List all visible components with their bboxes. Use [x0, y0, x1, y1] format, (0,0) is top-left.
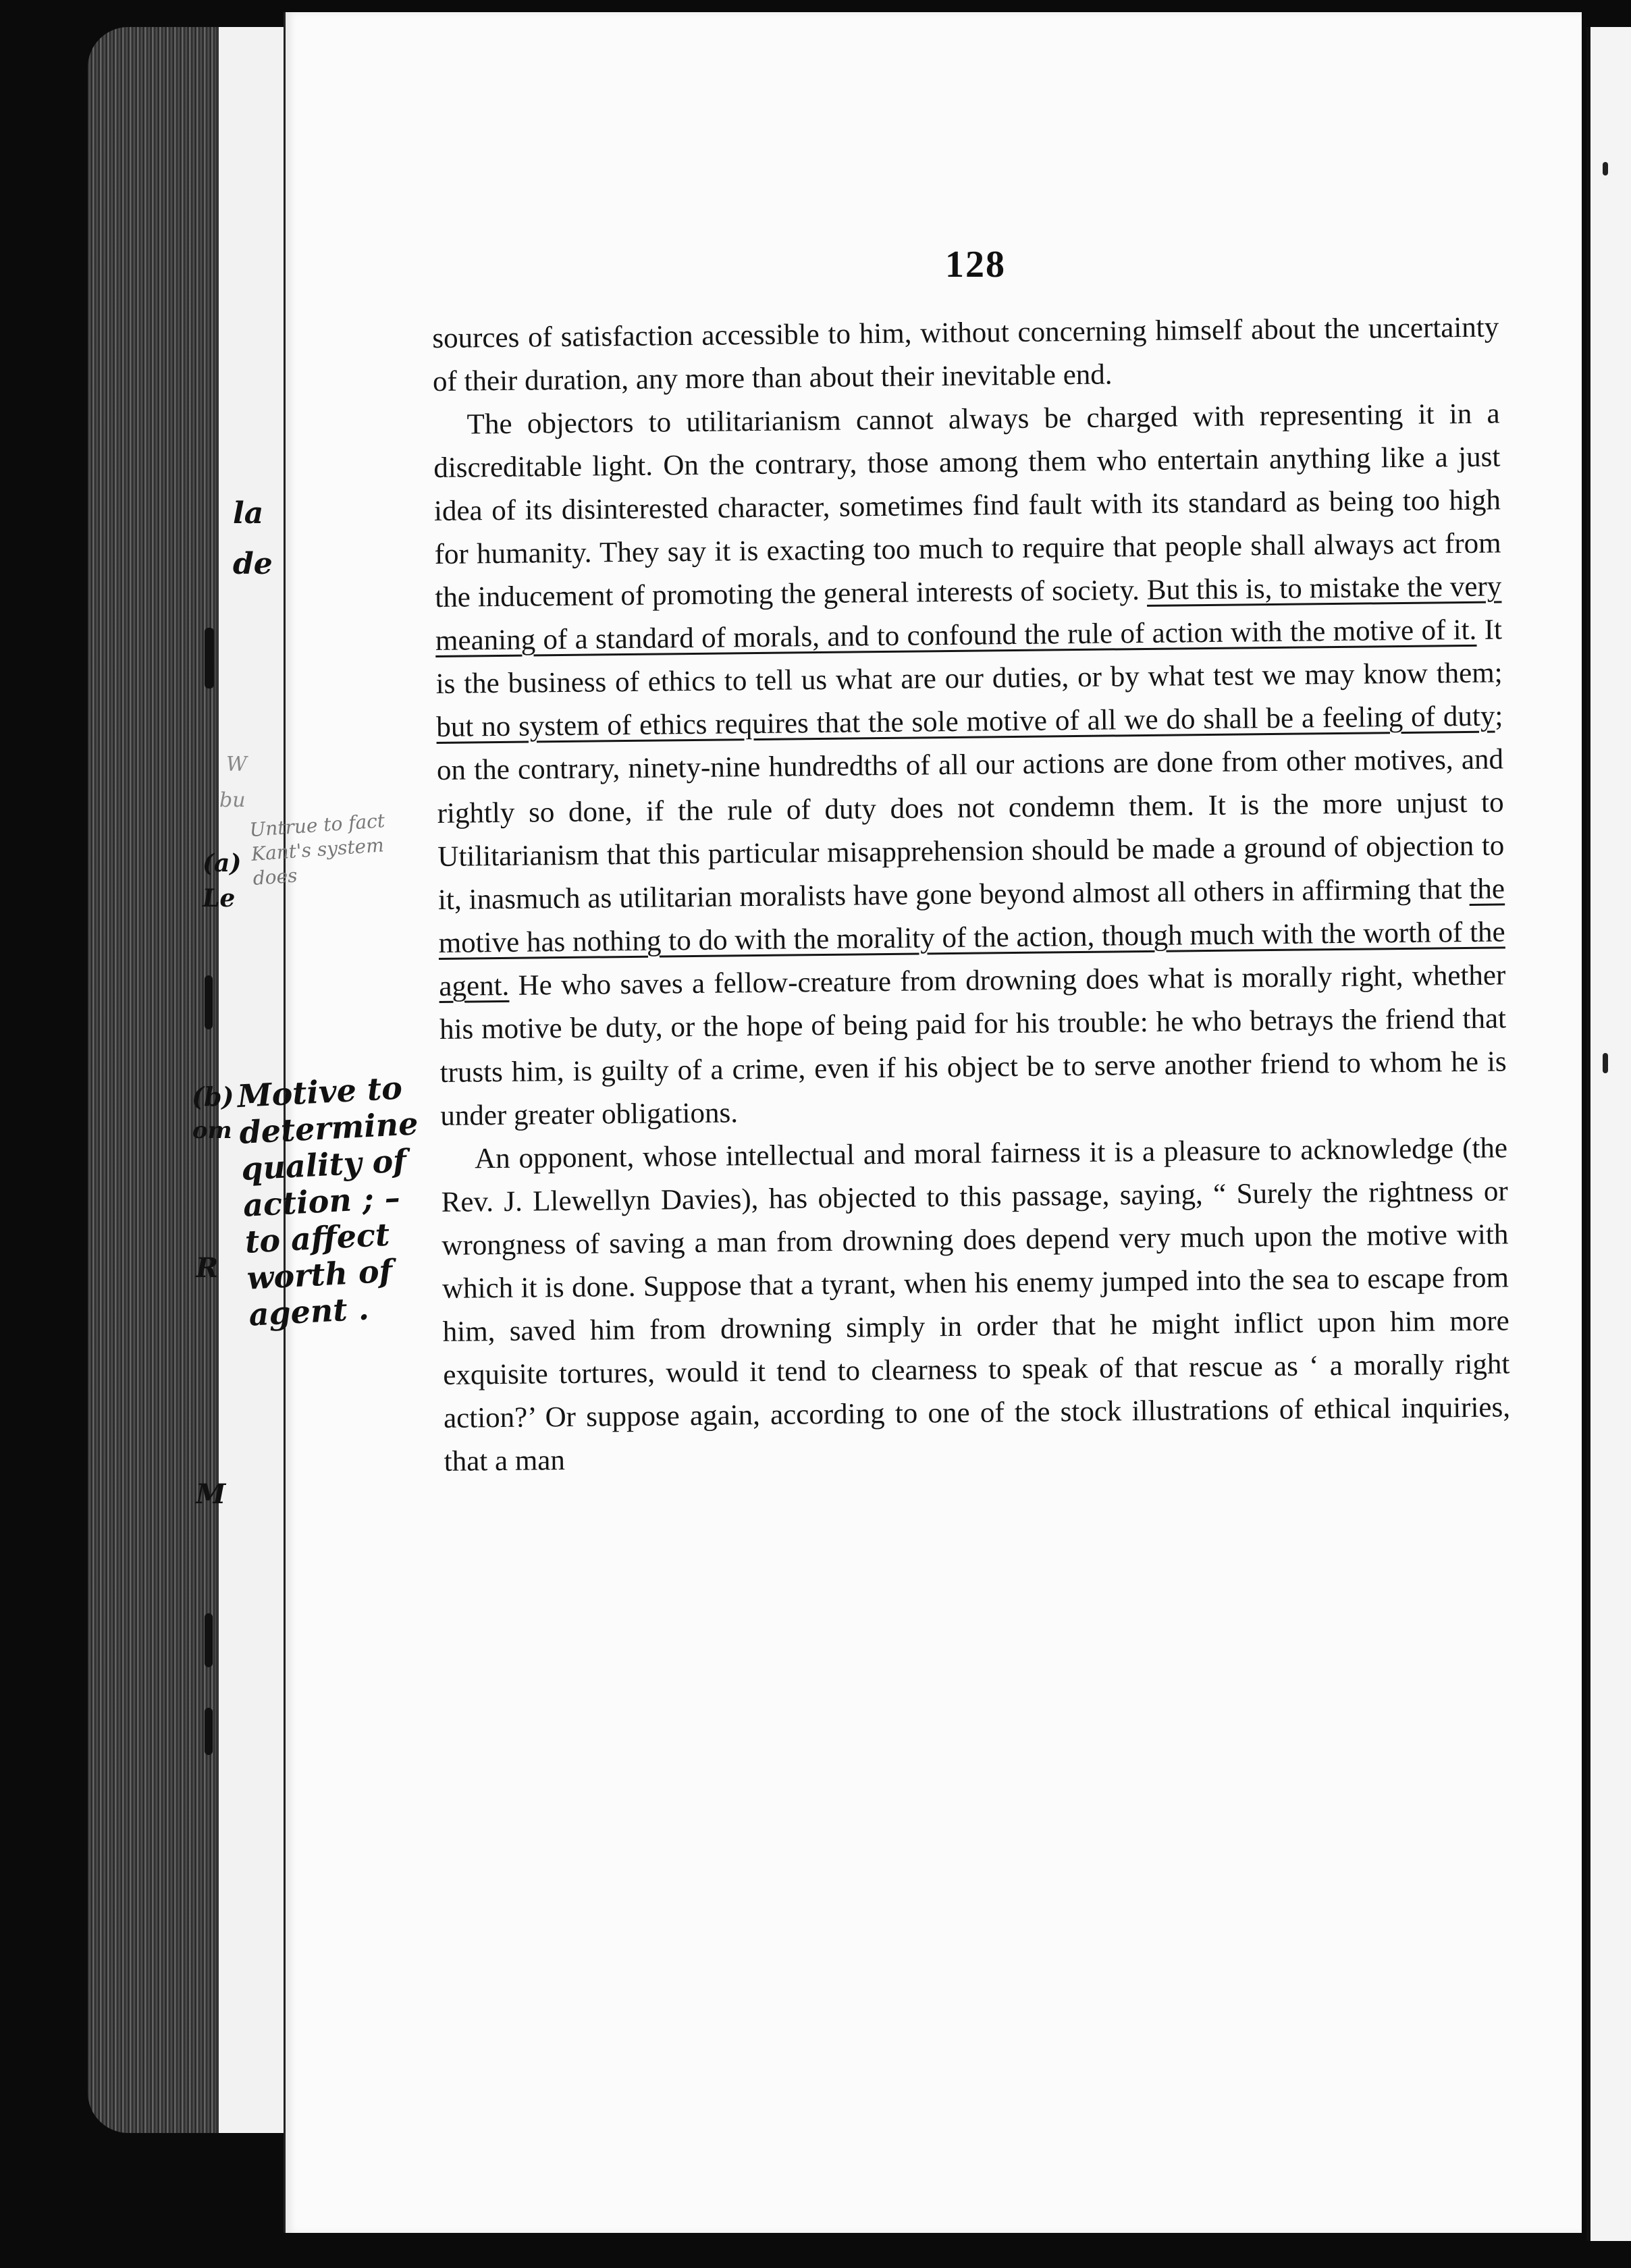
underlined-passage: But this is, to mistake the very meaning of a standard of morals, and to confound the rule of action with the motive of it. [435, 570, 1502, 657]
underlined-passage: but no system of ethics requires that the sole motive of all we do shall be a feeling of duty [436, 700, 1495, 743]
text-run: The objectors to utilitarianism cannot always be charged with representing it in a discreditable light. On the contrary, those among them who entertain anything like a just idea of its disinterested character, sometimes find fault with its standard as being too high for humanity. They say it is exacting too much to require that people shall always act from the inducement of promoting the general interests of society. [433, 398, 1501, 614]
cut-off-note: W [226, 753, 247, 776]
page-speck [1603, 1053, 1608, 1073]
faint-margin-note: Untrue to fact Kant's system does [248, 809, 386, 890]
bold-margin-note: Motive to determine quality of action ; – to affect worth of agent . [236, 1069, 419, 1333]
cut-off-note: om [192, 1117, 232, 1144]
next-page-edge [1586, 27, 1631, 2241]
margin-bracket [205, 628, 214, 688]
paragraph [432, 306, 1499, 404]
cut-off-note: la [233, 496, 264, 531]
margin-bracket [205, 1708, 213, 1755]
cut-off-note: (a) [203, 849, 242, 878]
margin-note-marker: (b) [192, 1081, 234, 1112]
margin-bracket [205, 975, 213, 1029]
paragraph [433, 392, 1507, 1137]
text-run: sources of satisfaction accessible to him, without concerning himself about the uncertainty of their duration, any more than about their inevitable end. [432, 311, 1499, 398]
cut-off-note: R [196, 1252, 219, 1284]
text-run: ; on the contrary, ninety-nine hundredths of all our actions are done from other motives, and rightly so done, if the rule of duty does not condemn them. It is the more unjust to Utilitarianism that this particular misapprehension should be made a ground of objection to it, inasmuch as utilitarian moralists have gone beyond almost all others in affirming that [436, 700, 1505, 916]
cut-off-note: bu [219, 788, 246, 812]
page-number: 128 [945, 244, 1006, 286]
underlined-passage: the motive has nothing to do with the morality of the action, though much with the worth of the agent. [438, 873, 1505, 1002]
cut-off-note: de [233, 547, 273, 581]
page-speck [1603, 162, 1608, 176]
cut-off-note: M [196, 1478, 226, 1510]
cut-off-note: Le [203, 884, 236, 913]
text-run: An opponent, whose intellectual and moral fairness it is a pleasure to acknowledge (the Rev. J. Llewellyn Davies), has objected to this passage, saying, “ Surely the rightness or wrongness of saving a man from drowning does depend very much upon the motive with which it is done. Suppose that a tyrant, when his enemy jumped into the sea to escape from him, saved him from drowning simply in order that he might inflict upon him more exquisite tortures, would it tend to clearness to speak of that rescue as ‘ a morally right action?’ Or suppose again, according to one of the stock illustrations of ethical inquiries, that a man [441, 1132, 1511, 1478]
text-run: It is the business of ethics to tell us what are our duties, or by what test we may know them; [435, 614, 1503, 700]
body-text [432, 306, 1511, 1483]
text-run: He who saves a fellow-creature from drowning does what is morally right, whether his motive be duty, or the hope of being paid for his trouble: he who betrays the friend that trusts him, is guilty of a crime, even if his object be to serve another friend to whom he is under greater obligations. [439, 959, 1507, 1132]
margin-bracket [205, 1613, 213, 1667]
paragraph [441, 1127, 1511, 1484]
